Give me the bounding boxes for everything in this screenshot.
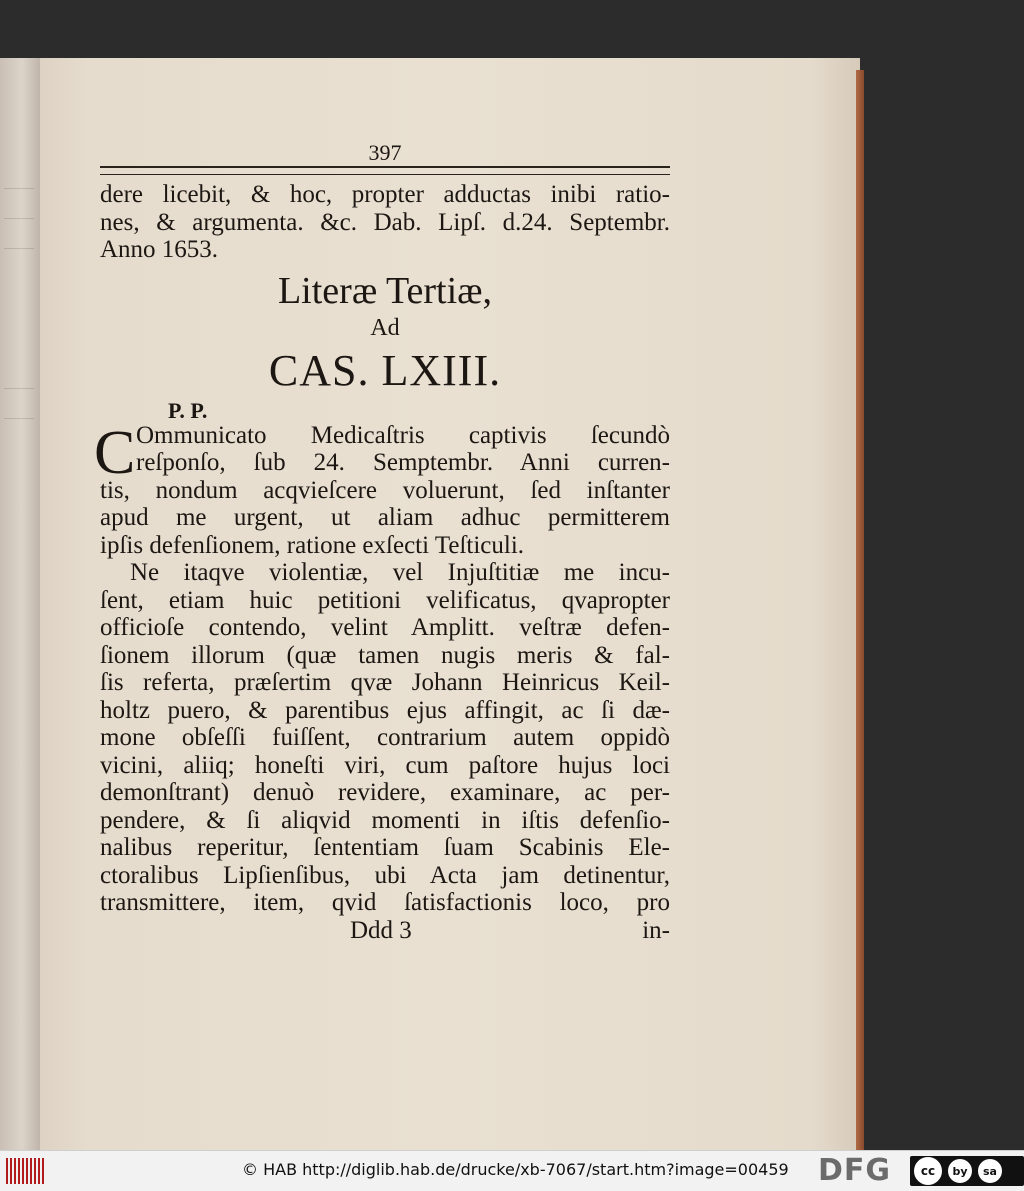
text-line: tis, nondum acqvieſcere voluerunt, ſed inſtanter	[100, 476, 670, 504]
hab-logo-icon[interactable]	[6, 1157, 46, 1185]
text-line: officioſe contendo, velint Amplitt. veſtræ defen-	[100, 614, 670, 641]
text-line: pendere, & ſi aliqvid momenti in iſtis defenſio-	[100, 806, 670, 834]
text-line: ſent, etiam huic petitioni velificatus, qvapropter	[100, 586, 670, 614]
sa-icon: sa	[978, 1159, 1002, 1183]
drop-cap: C	[94, 418, 136, 487]
page-text	[94, 140, 670, 944]
text-line: Ne itaqve violentiæ, vel Injuſtitiæ me incu-	[130, 559, 670, 586]
text-line: ipſis defenſionem, ratione exſecti Teſticuli.	[100, 531, 525, 559]
text-line: dere licebit, & hoc, propter adductas inibi ratio-	[100, 181, 670, 208]
cc-license-badge[interactable]	[910, 1156, 1024, 1186]
signature-mark: Ddd 3	[350, 916, 412, 944]
catchword: in-	[642, 916, 670, 944]
footer-bar	[0, 1150, 1024, 1191]
by-icon: by	[948, 1159, 972, 1183]
text-line: ctoralibus Lipſienſibus, ubi Acta jam detinentur,	[100, 861, 670, 889]
header-rule	[100, 166, 670, 175]
cc-icon: cc	[914, 1157, 942, 1185]
text-line: Anno 1653.	[100, 236, 219, 263]
text-line: nalibus reperitur, ſententiam ſuam Scabinis Ele-	[100, 834, 670, 861]
text-line: ſionem illorum (quæ tamen nugis meris & fal-	[100, 641, 670, 669]
text-line: demonſtrant) denuò revidere, examinare, ac per-	[100, 779, 670, 806]
copyright-url[interactable]: © HAB http://diglib.hab.de/drucke/xb-7067/start.htm?image=00459	[242, 1160, 789, 1179]
case-title: CAS. LXIII.	[268, 345, 502, 395]
page-edge-shadow	[856, 70, 864, 1150]
text-line: ſis referta, præſertim qvæ Johann Heinricus Keil-	[100, 669, 670, 696]
page-number: 397	[368, 140, 402, 165]
letter-heading: Literæ Tertiæ,	[277, 269, 493, 312]
paragraph-2	[100, 559, 670, 917]
text-line: apud me urgent, ut aliam adhuc permitterem	[100, 504, 670, 531]
text-line: nes, & argumenta. &c. Dab. Lipſ. d.24. Septembr.	[100, 208, 670, 236]
text-line: vicini, aliiq; honeſti viri, cum paſtore hujus loci	[100, 751, 670, 779]
previous-page-edge	[0, 58, 40, 1150]
text-line: mone obſeſſi fuiſſent, contrarium autem oppidò	[100, 724, 670, 751]
salutation: P. P.	[168, 397, 208, 423]
letter-subheading: Ad	[370, 314, 400, 341]
dfg-logo[interactable]: DFG	[818, 1153, 892, 1188]
text-line: holtz puero, & parentibus ejus affingit, ac ſi dæ-	[100, 696, 670, 724]
text-line: Ommunicato Medicaſtris captivis ſecundò	[136, 421, 670, 449]
page-footer	[100, 917, 670, 945]
paragraph-1	[94, 418, 670, 560]
text-line: reſponſo, ſub 24. Semptembr. Anni curren-	[136, 449, 670, 476]
text-line: transmittere, item, qvid ſatisfactionis loco, pro	[100, 889, 670, 916]
